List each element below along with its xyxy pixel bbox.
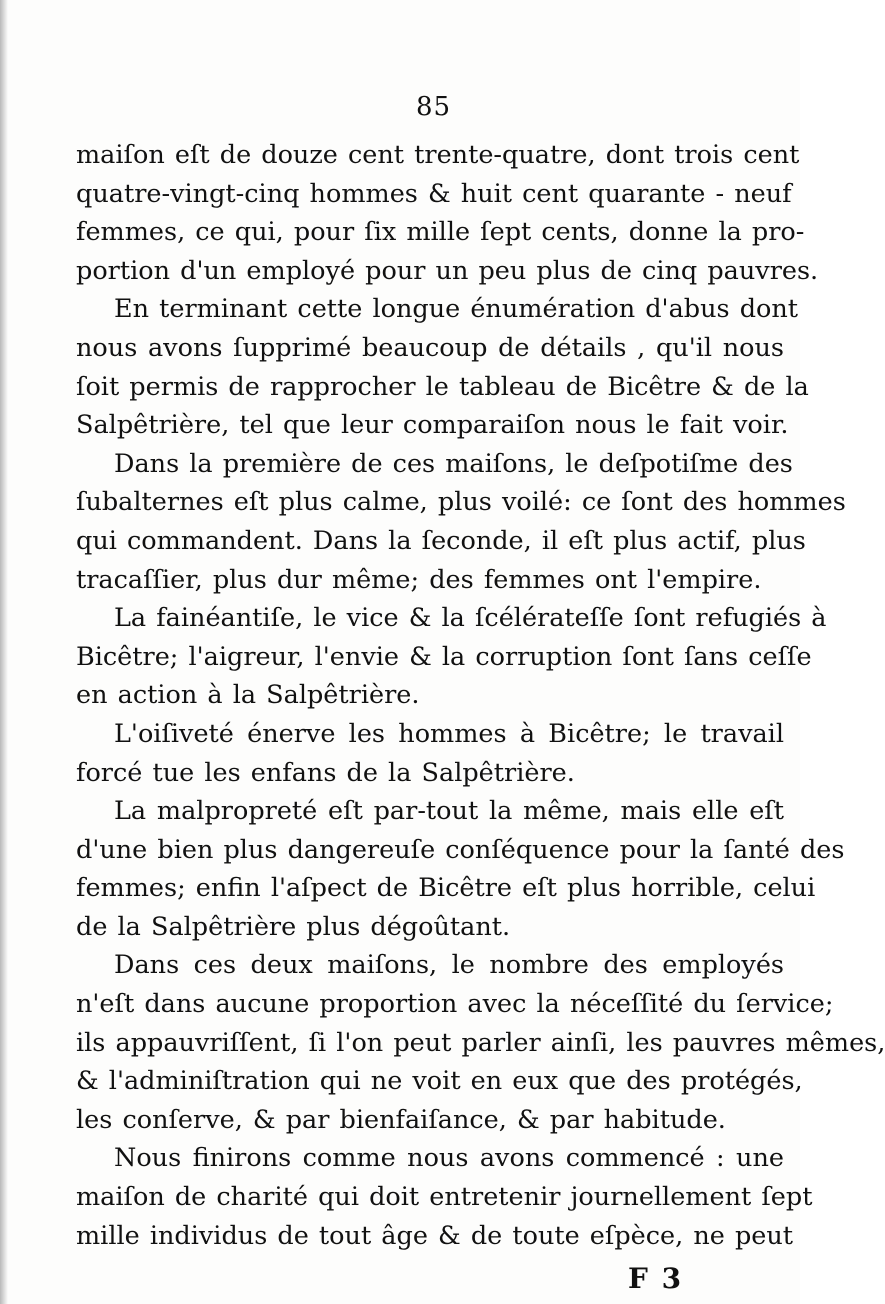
- text-line: Dans la première de ces maiſons, le deſpotiſme des: [114, 448, 793, 479]
- text-line: en action à la Salpêtrière.: [76, 680, 420, 711]
- text-line: maiſon de charité qui doit entretenir journellement ſept: [76, 1182, 813, 1213]
- text-line: Nous finirons comme nous avons commencé : une: [114, 1143, 784, 1174]
- text-line: qui commandent. Dans la ſeconde, il eſt plus actif, plus: [76, 525, 806, 556]
- text-line: n'eſt dans aucune proportion avec la néceſſité du ſervice;: [76, 989, 834, 1020]
- text-line: En terminant cette longue énumération d'abus dont: [114, 294, 799, 325]
- text-line: quatre-vingt-cinq hommes & huit cent quarante - neuf: [76, 178, 792, 209]
- text-line: femmes, ce qui, pour ſix mille ſept cents, donne la pro-: [76, 217, 805, 248]
- text-line: La fainéantiſe, le vice & la ſcélérateſſe ſont refugiés à: [114, 603, 827, 634]
- paragraph: [76, 445, 846, 599]
- paragraph: [76, 136, 819, 290]
- text-line: ils appauvriſſent, ſi l'on peut parler ainſi, les pauvres mêmes,: [76, 1027, 885, 1058]
- text-line: maiſon eſt de douze cent trente-quatre, dont trois cent: [76, 140, 800, 170]
- text-line: femmes; enfin l'aſpect de Bicêtre eſt plus horrible, celui: [76, 873, 816, 904]
- page-gutter-shadow: [0, 0, 8, 1304]
- text-line: & l'adminiſtration qui ne voit en eux que des protégés,: [76, 1066, 803, 1097]
- text-line: Bicêtre; l'aigreur, l'envie & la corruption ſont ſans ceſſe: [76, 641, 812, 672]
- text-line: nous avons ſupprimé beaucoup de détails , qu'il nous: [76, 332, 784, 363]
- text-line: portion d'un employé pour un peu plus de cinq pauvres.: [76, 255, 819, 286]
- text-line: ſoit permis de rapprocher le tableau de Bicêtre & de la: [76, 371, 809, 402]
- paragraph: [76, 290, 809, 444]
- text-line: les conſerve, & par bienfaiſance, & par habitude.: [76, 1104, 726, 1135]
- text-line: La malpropreté eſt par-tout la même, mais elle eſt: [114, 796, 784, 827]
- paragraph: [76, 946, 885, 1139]
- text-line: L'oiſiveté énerve les hommes à Bicêtre; le travail: [114, 718, 784, 749]
- paragraph: [76, 1139, 813, 1255]
- text-line: ſubalternes eſt plus calme, plus voilé: ce ſont des hommes: [76, 487, 846, 518]
- text-line: Dans ces deux maiſons, le nombre des employés: [114, 950, 784, 981]
- text-line: tracaſſier, plus dur même; des femmes ont l'empire.: [76, 564, 762, 595]
- body-text: [76, 136, 885, 1255]
- paragraph: [76, 715, 784, 792]
- text-line: d'une bien plus dangereuſe conſéquence pour la ſanté des: [76, 834, 845, 865]
- text-line: mille individus de tout âge & de toute eſpèce, ne peut: [76, 1220, 794, 1251]
- text-line: de la Salpêtrière plus dégoûtant.: [76, 911, 511, 942]
- paragraph: [76, 792, 845, 946]
- text-line: Salpêtrière, tel que leur comparaiſon nous le fait voir.: [76, 410, 789, 441]
- signature-mark: F 3: [628, 1262, 684, 1295]
- paragraph: [76, 599, 827, 715]
- page-number: 85: [416, 92, 452, 122]
- text-line: forcé tue les enfans de la Salpêtrière.: [76, 757, 575, 788]
